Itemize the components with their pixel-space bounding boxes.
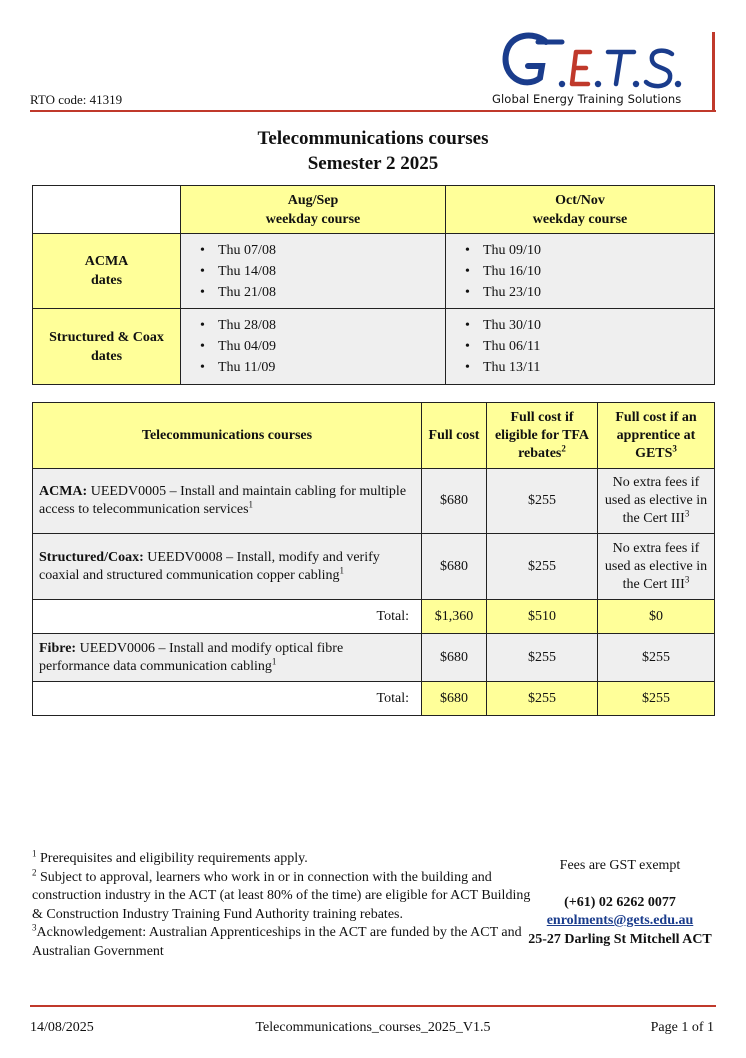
footnote-ref: 3 (684, 573, 690, 584)
logo-accent-bar (712, 32, 715, 110)
label-line: Structured & Coax (49, 329, 164, 345)
fibre-full-cost: $680 (422, 634, 487, 682)
acma-apprentice-cost (598, 469, 715, 534)
apprentice-text: No extra fees if used as elective in the Cert III (604, 540, 708, 592)
total-apprentice-cost: $255 (598, 682, 715, 716)
fibre-tfa-cost: $255 (487, 634, 598, 682)
date-item: • Thu 21/08 (218, 282, 444, 303)
header-line: weekday course (532, 211, 628, 227)
dates-table (32, 185, 715, 385)
course-structured-coax (33, 534, 422, 600)
total-full-cost: $680 (422, 682, 487, 716)
gets-logo-mark (488, 30, 714, 94)
date-item: • Thu 11/09 (218, 357, 444, 378)
acma-octnov-dates (446, 234, 715, 309)
footer-page-number: Page 1 of 1 (650, 1020, 714, 1035)
costs-table (32, 402, 715, 716)
gst-note: Fees are GST exempt (559, 858, 681, 873)
table-row (33, 534, 715, 600)
date-item: • Thu 16/10 (483, 261, 713, 282)
course-label: ACMA: (39, 484, 88, 499)
structured-full-cost: $680 (422, 534, 487, 600)
total-label: Total: (33, 600, 422, 634)
total-label: Total: (33, 682, 422, 716)
label-line: dates (90, 273, 123, 288)
footnote-ref: 3 (684, 508, 690, 519)
date-item: • Thu 09/10 (483, 240, 713, 261)
course-text: UEEDV0008 – Install, modify and verify coaxial and structured communication copper cabling (39, 549, 380, 583)
footnote-marker: 3 (32, 922, 37, 933)
date-item: • Thu 13/11 (483, 357, 713, 378)
date-item: • Thu 07/08 (218, 240, 444, 261)
footnote-2 (32, 866, 532, 925)
row-label-structured-coax (33, 309, 181, 385)
header-text: Full cost if an apprentice at GETS (615, 409, 697, 461)
structured-augsep-dates (181, 309, 446, 385)
page-title (0, 126, 746, 176)
footnotes (32, 850, 532, 961)
phone-number: (+61) 02 6262 0077 (564, 894, 676, 910)
footnote-1 (32, 850, 532, 869)
costs-header-full: Full cost (422, 403, 487, 469)
table-row (33, 634, 715, 682)
footnote-ref: 2 (561, 442, 566, 453)
total-full-cost: $1,360 (422, 600, 487, 634)
header-line: weekday course (265, 211, 361, 227)
dates-header-octnov (446, 186, 715, 234)
date-item: • Thu 23/10 (483, 282, 713, 303)
contact-block (525, 857, 715, 949)
acma-full-cost: $680 (422, 469, 487, 534)
footnote-marker: 2 (32, 866, 37, 877)
course-label: Fibre: (39, 640, 77, 656)
footnote-marker: 1 (32, 848, 37, 859)
dates-corner-cell (33, 186, 181, 234)
footnote-3 (32, 924, 532, 961)
course-fibre (33, 634, 422, 682)
date-item: • Thu 14/08 (218, 261, 444, 282)
footnote-text: Prerequisites and eligibility requirements apply. (40, 851, 308, 866)
course-acma (33, 469, 422, 534)
date-item: • Thu 06/11 (483, 336, 713, 357)
email-link[interactable]: enrolments@gets.edu.au (546, 913, 694, 928)
address: 25-27 Darling St Mitchell ACT (528, 931, 712, 947)
label-line: dates (90, 348, 123, 364)
course-text: UEEDV0005 – Install and maintain cabling for multiple access to telecommunication services (39, 484, 407, 517)
course-label: Structured/Coax: (39, 549, 144, 565)
table-row-total (33, 682, 715, 716)
footnote-ref: 1 (248, 499, 254, 510)
header-rule (30, 110, 716, 112)
apprentice-text: No extra fees if used as elective in the Cert III (604, 475, 708, 526)
table-row-total (33, 600, 715, 634)
dates-header-augsep (181, 186, 446, 234)
date-item: • Thu 30/10 (483, 315, 713, 336)
structured-apprentice-cost (598, 534, 715, 600)
acma-augsep-dates (181, 234, 446, 309)
total-tfa-cost: $510 (487, 600, 598, 634)
logo-subtitle: Global Energy Training Solutions (492, 92, 682, 106)
footnote-ref: 1 (339, 564, 345, 575)
footer-filename: Telecommunications_courses_2025_V1.5 (255, 1020, 491, 1035)
rto-code: RTO code: 41319 (30, 92, 123, 107)
header-line: Aug/Sep (287, 192, 339, 208)
gets-logo (488, 30, 718, 110)
table-row (33, 469, 715, 534)
date-item: • Thu 04/09 (218, 336, 444, 357)
label-line: ACMA (84, 254, 129, 269)
title-line-2: Semester 2 2025 (307, 153, 439, 174)
footnote-ref: 1 (271, 655, 277, 666)
footnote-text: Subject to approval, learners who work in or in connection with the building and construction industry in the ACT (at least 80% of the time) are eligible for ACT Building & Construction Industry Training Fund Authority training rebates. (32, 869, 531, 922)
course-text: UEEDV0006 – Install and modify optical fibre performance data communication cabling (39, 640, 344, 674)
footnote-text: Acknowledgement: Australian Apprenticeships in the ACT are funded by the ACT and Australian Government (32, 925, 522, 959)
title-line-1: Telecommunications courses (257, 128, 489, 149)
footer-date: 14/08/2025 (30, 1020, 94, 1035)
costs-header-tfa (487, 403, 598, 469)
acma-tfa-cost: $255 (487, 469, 598, 534)
row-label-acma (33, 234, 181, 309)
total-tfa-cost: $255 (487, 682, 598, 716)
costs-header-course: Telecommunications courses (33, 403, 422, 469)
costs-header-apprentice (598, 403, 715, 469)
header-text: Full cost if eligible for TFA rebates (494, 409, 590, 461)
total-apprentice-cost: $0 (598, 600, 715, 634)
structured-tfa-cost: $255 (487, 534, 598, 600)
header-line: Oct/Nov (555, 192, 605, 208)
fibre-apprentice-cost: $255 (598, 634, 715, 682)
footer-rule (30, 1005, 716, 1007)
footnote-ref: 3 (672, 442, 677, 453)
date-item: • Thu 28/08 (218, 315, 444, 336)
structured-octnov-dates (446, 309, 715, 385)
